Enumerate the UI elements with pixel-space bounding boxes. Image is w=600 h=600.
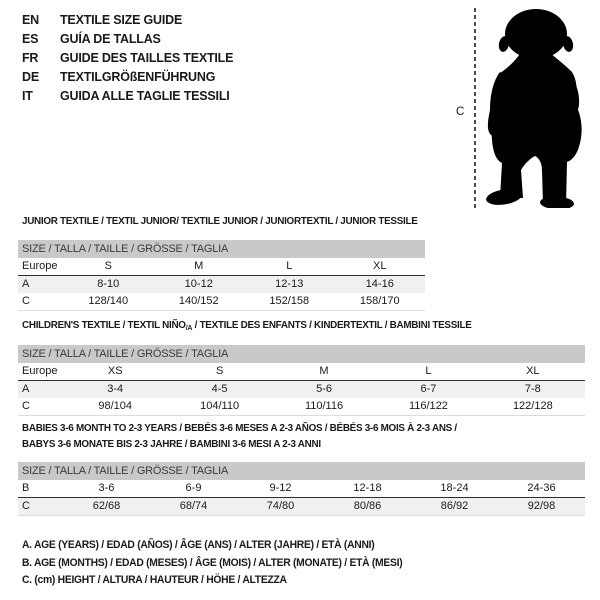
language-title: TEXTILGRÖßENFÜHRUNG [60,70,216,84]
size-value: L [286,260,293,272]
title-line: BABYS 3-6 MONATE BIS 2-3 JAHRE / BAMBINI 3-6 MESI A 2-3 ANNI [22,438,321,450]
size-value: S [104,260,112,272]
size-value: 62/68 [92,500,121,512]
size-value: 3-6 [98,482,115,494]
size-value: 128/140 [88,295,129,307]
row-label: C [22,400,30,412]
size-value: 5-6 [316,383,332,395]
language-code: ES [22,32,39,46]
title-line: BABIES 3-6 MONTH TO 2-3 YEARS / BEBÉS 3-6 MESES A 2-3 AÑOS / BÉBÉS 3-6 MOIS À 2-3 ANS / [22,422,457,434]
row-label: A [22,278,30,290]
size-value: XL [373,260,387,272]
toddler-silhouette-icon [483,8,590,208]
size-value: 80/86 [353,500,382,512]
table-row [18,276,425,293]
title-subscript: /A [185,323,193,332]
size-value: S [215,365,224,377]
height-measure-dashed-line [474,8,476,208]
size-value: L [425,365,432,377]
language-row [22,11,233,30]
children-size-table [18,345,585,416]
height-measure-label: C [456,106,465,118]
size-value: 68/74 [179,500,208,512]
size-header-bar: SIZE / TALLA / TAILLE / GRÖSSE / TAGLIA [18,345,585,363]
size-value: M [194,260,204,272]
footnote-c: C. (cm) HEIGHT / ALTURA / HAUTEUR / HÖHE / ALTEZZA [22,574,287,586]
table-row [18,498,585,515]
row-label: B [22,482,30,494]
table-row [18,480,585,498]
size-value: 8-10 [97,278,120,290]
size-value: 12-13 [275,278,304,290]
size-value: 110/116 [304,400,344,412]
size-value: 12-18 [353,482,382,494]
size-value: 3-4 [107,383,124,395]
language-code: DE [22,70,39,84]
row-label: C [22,295,30,307]
size-value: 6-9 [185,482,202,494]
footnote-b: B. AGE (MONTHS) / EDAD (MESES) / ÂGE (MOIS) / ALTER (MONATE) / ETÀ (MESI) [22,556,403,569]
size-value: 24-36 [527,482,556,494]
size-value: M [319,365,329,377]
size-value: 152/158 [269,295,310,307]
size-value: 18-24 [440,482,469,494]
size-value: XL [526,365,540,377]
language-row [22,30,233,49]
table-title-junior: JUNIOR TEXTILE / TEXTIL JUNIOR/ TEXTILE JUNIOR / JUNIORTEXTIL / JUNIOR TESSILE [22,215,418,227]
table-row [18,363,585,381]
size-value: 98/104 [98,400,133,412]
language-row [22,68,233,87]
footnote-legend [22,537,427,590]
language-title: GUÍA DE TALLAS [60,32,161,46]
size-value: XS [107,365,123,377]
size-value: 9-12 [269,482,292,494]
size-value: 14-16 [365,278,394,290]
size-value: 10-12 [184,278,213,290]
size-value: 116/122 [408,400,448,412]
size-value: 158/170 [359,295,400,307]
size-value: 86/92 [440,500,469,512]
title-text: / TEXTILE DES ENFANTS / KINDERTEXTIL / BAMBINI TESSILE [192,319,472,331]
table-row [18,381,585,398]
size-value: 140/152 [178,295,219,307]
table-title-babies [22,420,457,452]
language-title: GUIDA ALLE TAGLIE TESSILI [60,89,230,103]
size-value: 6-7 [420,383,437,395]
language-title: TEXTILE SIZE GUIDE [60,13,183,27]
language-code: FR [22,51,39,65]
language-title-list [22,11,233,106]
language-title: GUIDE DES TAILLES TEXTILE [60,51,234,65]
size-header-bar: SIZE / TALLA / TAILLE / GRÖSSE / TAGLIA [18,240,425,258]
language-code: IT [22,89,33,103]
row-label: Europe [22,260,58,272]
junior-size-table [18,240,425,311]
table-row [18,258,425,276]
table-row [18,398,585,415]
size-value: 92/98 [527,500,556,512]
language-row [22,87,233,106]
table-title-children [22,319,472,334]
size-value: 4-5 [211,383,228,395]
row-label: C [22,500,30,512]
size-value: 7-8 [524,383,541,395]
table-row [18,293,425,310]
size-value: 74/80 [266,500,295,512]
row-label: A [22,383,30,395]
size-value: 122/128 [512,400,553,412]
row-label: Europe [22,365,58,377]
title-text: CHILDREN'S TEXTILE / TEXTIL NIÑO [22,319,186,331]
footnote-a: A. AGE (YEARS) / EDAD (AÑOS) / ÂGE (ANS) / ALTER (JAHRE) / ETÀ (ANNI) [22,539,375,551]
language-row [22,49,233,68]
babies-size-table [18,462,585,516]
size-header-bar: SIZE / TALLA / TAILLE / GRÖSSE / TAGLIA [18,462,585,480]
language-code: EN [22,13,39,27]
size-value: 104/110 [200,400,240,412]
